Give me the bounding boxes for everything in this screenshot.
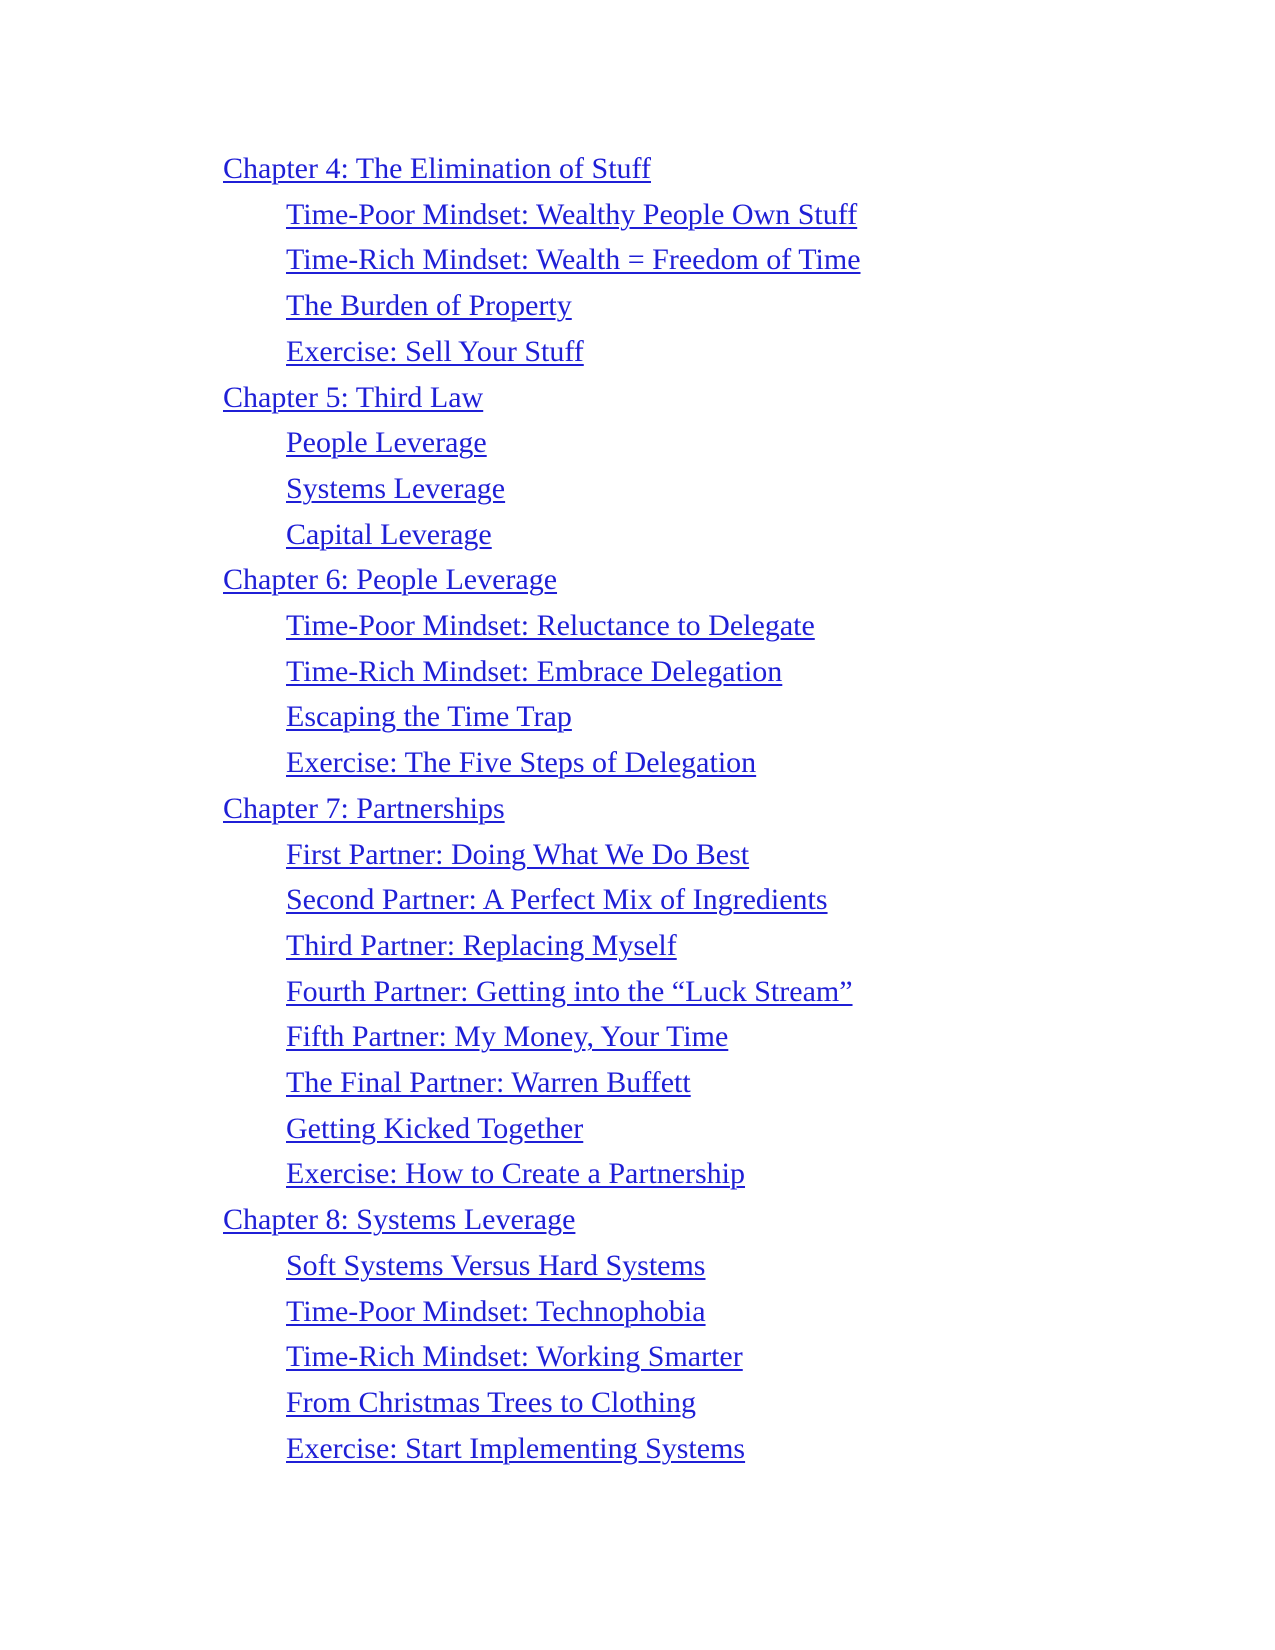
toc-section [223, 466, 861, 512]
toc-section [223, 1426, 861, 1472]
toc-section [223, 329, 861, 375]
toc-section [223, 1060, 861, 1106]
toc-link[interactable]: The Final Partner: Warren Buffett [286, 1066, 691, 1100]
toc-link[interactable]: Time-Poor Mindset: Reluctance to Delegate [286, 609, 815, 643]
toc-section [223, 283, 861, 329]
toc-link[interactable]: Chapter 5: Third Law [223, 380, 484, 414]
toc-link[interactable]: Exercise: Start Implementing Systems [286, 1431, 746, 1465]
toc-section [223, 1380, 861, 1426]
toc-link[interactable]: People Leverage [286, 426, 487, 460]
toc-link[interactable]: Third Partner: Replacing Myself [286, 928, 677, 962]
toc-link[interactable]: Chapter 6: People Leverage [223, 563, 558, 597]
toc-link[interactable]: Capital Leverage [286, 517, 492, 551]
toc-link[interactable]: Time-Poor Mindset: Technophobia [286, 1294, 706, 1328]
toc-link[interactable]: Exercise: Sell Your Stuff [286, 334, 584, 368]
toc-section [223, 1151, 861, 1197]
toc-link[interactable]: Escaping the Time Trap [286, 700, 572, 734]
toc-chapter-8 [223, 1197, 861, 1243]
toc-link[interactable]: Exercise: The Five Steps of Delegation [286, 746, 757, 780]
toc-link[interactable]: From Christmas Trees to Clothing [286, 1385, 697, 1419]
toc-section [223, 512, 861, 558]
toc-section [223, 1014, 861, 1060]
toc-link[interactable]: Time-Poor Mindset: Wealthy People Own Stuff [286, 197, 858, 231]
toc-link[interactable]: Getting Kicked Together [286, 1111, 584, 1145]
toc-section [223, 694, 861, 740]
toc-link[interactable]: Systems Leverage [286, 471, 506, 505]
toc-link[interactable]: Fifth Partner: My Money, Your Time [286, 1020, 729, 1054]
toc-section [223, 1289, 861, 1335]
toc-section [223, 649, 861, 695]
toc-link[interactable]: Second Partner: A Perfect Mix of Ingredients [286, 883, 828, 917]
toc-section [223, 923, 861, 969]
toc-link[interactable]: Chapter 8: Systems Leverage [223, 1203, 576, 1237]
toc-chapter-6 [223, 557, 861, 603]
toc-section [223, 877, 861, 923]
toc-link[interactable]: Soft Systems Versus Hard Systems [286, 1248, 706, 1282]
toc-chapter-5 [223, 375, 861, 421]
table-of-contents [223, 146, 861, 1471]
toc-link[interactable]: Exercise: How to Create a Partnership [286, 1157, 746, 1191]
toc-section [223, 1106, 861, 1152]
toc-section [223, 237, 861, 283]
toc-link[interactable]: Time-Rich Mindset: Embrace Delegation [286, 654, 783, 688]
toc-link[interactable]: The Burden of Property [286, 289, 572, 323]
toc-section [223, 969, 861, 1015]
toc-link[interactable]: Time-Rich Mindset: Wealth = Freedom of Time [286, 243, 861, 277]
toc-link[interactable]: First Partner: Doing What We Do Best [286, 837, 750, 871]
toc-section [223, 192, 861, 238]
toc-section [223, 1243, 861, 1289]
toc-section [223, 420, 861, 466]
toc-section [223, 1334, 861, 1380]
toc-link[interactable]: Time-Rich Mindset: Working Smarter [286, 1340, 743, 1374]
toc-link[interactable]: Fourth Partner: Getting into the “Luck Stream” [286, 974, 853, 1008]
toc-chapter-7 [223, 786, 861, 832]
toc-link[interactable]: Chapter 7: Partnerships [223, 791, 505, 825]
toc-section [223, 603, 861, 649]
toc-section [223, 832, 861, 878]
toc-link[interactable]: Chapter 4: The Elimination of Stuff [223, 152, 651, 185]
toc-chapter-4 [223, 146, 861, 192]
toc-section [223, 740, 861, 786]
